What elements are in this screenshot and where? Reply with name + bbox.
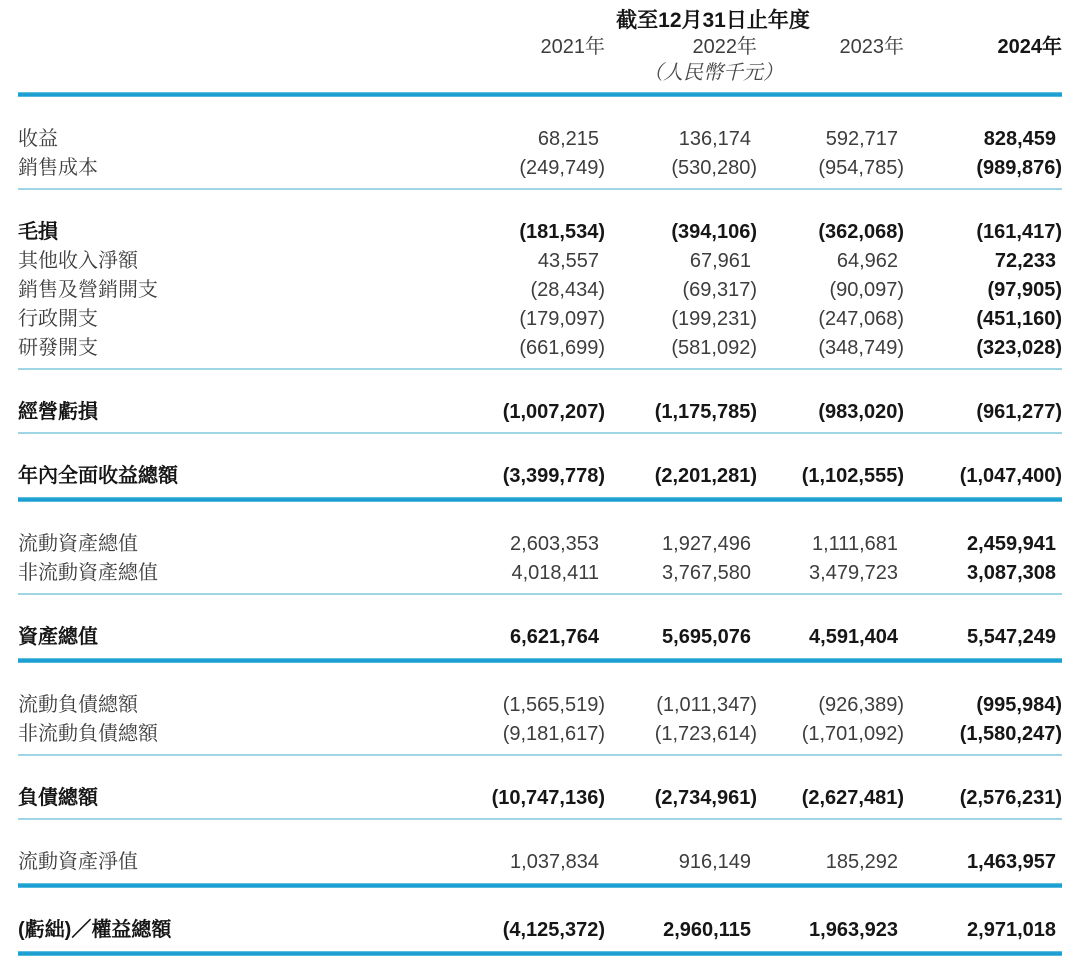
value-cell-2021: (28,434) [530, 279, 605, 301]
value-cell-2024: (323,028) [976, 337, 1062, 359]
value-cell-2024: (1,580,247) [959, 723, 1062, 745]
table-row [18, 276, 1062, 305]
value-cell-2023: (954,785) [818, 157, 904, 179]
table-row [18, 784, 1062, 813]
table-row [18, 305, 1062, 334]
value-cell-2023: 4,591,404 [809, 626, 898, 648]
table-row [18, 334, 1062, 363]
section-divider-thick [18, 951, 1062, 956]
row-label: (虧絀)／權益總額 [18, 919, 172, 941]
row-label: 非流動資產總值 [18, 562, 158, 584]
value-cell-2022: 136,174 [678, 128, 751, 150]
currency-unit-row [18, 60, 1062, 86]
section-divider-thick [18, 883, 1062, 888]
row-label: 流動負債總額 [18, 694, 138, 716]
value-cell-2024: (961,277) [976, 401, 1062, 423]
table-row [18, 398, 1062, 427]
row-label: 非流動負債總額 [18, 723, 158, 745]
value-cell-2023: (1,102,555) [801, 465, 904, 487]
row-label: 毛損 [18, 221, 58, 243]
value-cell-2022: 916,149 [678, 851, 751, 873]
value-cell-2023: 185,292 [825, 851, 898, 873]
value-cell-2022: 3,767,580 [662, 562, 751, 584]
row-label: 流動資產總值 [18, 533, 138, 555]
value-cell-2022: (2,734,961) [654, 787, 757, 809]
value-cell-2024: (97,905) [987, 279, 1062, 301]
value-cell-2021: (4,125,372) [502, 919, 605, 941]
row-label: 行政開支 [18, 308, 98, 330]
table-row [18, 218, 1062, 247]
section-divider-thin [18, 754, 1062, 756]
row-label: 銷售成本 [18, 157, 98, 179]
value-cell-2023: 64,962 [836, 250, 898, 272]
value-cell-2022: 67,961 [689, 250, 751, 272]
value-cell-2023: 1,111,681 [811, 533, 898, 555]
table-row [18, 720, 1062, 749]
value-cell-2024: 1,463,957 [967, 851, 1056, 873]
value-cell-2021: (1,565,519) [502, 694, 605, 716]
value-cell-2022: 5,695,076 [662, 626, 751, 648]
value-cell-2021: (179,097) [519, 308, 605, 330]
value-cell-2023: (247,068) [818, 308, 904, 330]
value-cell-2021: 2,603,353 [510, 533, 599, 555]
table-row [18, 247, 1062, 276]
table-row [18, 848, 1062, 877]
value-cell-2021: (181,534) [519, 221, 605, 243]
value-cell-2022: 2,960,115 [663, 919, 751, 941]
value-cell-2024: (2,576,231) [959, 787, 1062, 809]
value-cell-2021: 6,621,764 [510, 626, 599, 648]
year-column-header-2024: 2024年 [997, 36, 1062, 58]
table-header [18, 8, 1062, 97]
row-label: 負債總額 [18, 787, 98, 809]
value-cell-2022: (2,201,281) [654, 465, 757, 487]
section-divider-thin [18, 593, 1062, 595]
value-cell-2023: (1,701,092) [801, 723, 904, 745]
value-cell-2023: 3,479,723 [809, 562, 898, 584]
table-row [18, 691, 1062, 720]
year-column-header-2022: 2022年 [692, 36, 757, 58]
value-cell-2022: 1,927,496 [662, 533, 751, 555]
value-cell-2023: 1,963,923 [809, 919, 898, 941]
section-divider-thick [18, 497, 1062, 502]
value-cell-2022: (530,280) [671, 157, 757, 179]
table-row [18, 530, 1062, 559]
table-row [18, 916, 1062, 945]
table-row [18, 125, 1062, 154]
currency-unit-note: （人民幣千元） [643, 62, 783, 84]
row-label: 年內全面收益總額 [18, 465, 178, 487]
row-label: 其他收入淨額 [18, 250, 138, 272]
year-header-row [18, 34, 1062, 60]
value-cell-2024: (451,160) [976, 308, 1062, 330]
value-cell-2023: (983,020) [818, 401, 904, 423]
row-label: 銷售及營銷開支 [18, 279, 158, 301]
value-cell-2021: 43,557 [537, 250, 599, 272]
value-cell-2022: (199,231) [671, 308, 757, 330]
section-divider-thin [18, 818, 1062, 820]
row-label: 資產總值 [18, 626, 98, 648]
value-cell-2021: (249,749) [519, 157, 605, 179]
value-cell-2023: (90,097) [829, 279, 904, 301]
period-title-row [18, 8, 1062, 34]
value-cell-2024: (995,984) [976, 694, 1062, 716]
table-body [18, 125, 1062, 956]
year-column-header-2023: 2023年 [839, 36, 904, 58]
value-cell-2021: 1,037,834 [510, 851, 599, 873]
year-column-header-2021: 2021年 [540, 36, 605, 58]
table-row [18, 154, 1062, 183]
value-cell-2022: (1,175,785) [654, 401, 757, 423]
value-cell-2024: 2,971,018 [967, 919, 1056, 941]
section-divider-thin [18, 432, 1062, 434]
value-cell-2023: (348,749) [818, 337, 904, 359]
table-row [18, 462, 1062, 491]
row-label: 流動資產淨值 [18, 851, 138, 873]
value-cell-2024: (989,876) [976, 157, 1062, 179]
section-divider-thick [18, 658, 1062, 663]
value-cell-2024: 828,459 [983, 128, 1056, 150]
value-cell-2022: (394,106) [671, 221, 757, 243]
value-cell-2024: (1,047,400) [959, 465, 1062, 487]
value-cell-2024: 72,233 [994, 250, 1056, 272]
header-divider-thick [18, 92, 1062, 97]
section-divider-thin [18, 188, 1062, 190]
value-cell-2021: (3,399,778) [502, 465, 605, 487]
value-cell-2024: 2,459,941 [967, 533, 1056, 555]
value-cell-2023: (926,389) [818, 694, 904, 716]
value-cell-2023: (362,068) [818, 221, 904, 243]
period-title: 截至12月31日止年度 [616, 9, 810, 32]
value-cell-2021: (10,747,136) [491, 787, 605, 809]
table-row [18, 559, 1062, 588]
value-cell-2021: (9,181,617) [502, 723, 605, 745]
table-row [18, 623, 1062, 652]
value-cell-2023: 592,717 [825, 128, 898, 150]
value-cell-2022: (581,092) [671, 337, 757, 359]
row-label: 經營虧損 [18, 401, 98, 423]
value-cell-2022: (69,317) [682, 279, 757, 301]
value-cell-2024: 3,087,308 [967, 562, 1056, 584]
value-cell-2022: (1,723,614) [654, 723, 757, 745]
value-cell-2024: (161,417) [976, 221, 1062, 243]
value-cell-2021: 68,215 [537, 128, 599, 150]
row-label: 研發開支 [18, 337, 98, 359]
row-label: 收益 [18, 128, 58, 150]
section-divider-thin [18, 368, 1062, 370]
value-cell-2021: (661,699) [519, 337, 605, 359]
value-cell-2022: (1,011,347) [656, 694, 757, 716]
value-cell-2024: 5,547,249 [967, 626, 1056, 648]
value-cell-2023: (2,627,481) [801, 787, 904, 809]
value-cell-2021: 4,018,411 [511, 562, 599, 584]
value-cell-2021: (1,007,207) [502, 401, 605, 423]
